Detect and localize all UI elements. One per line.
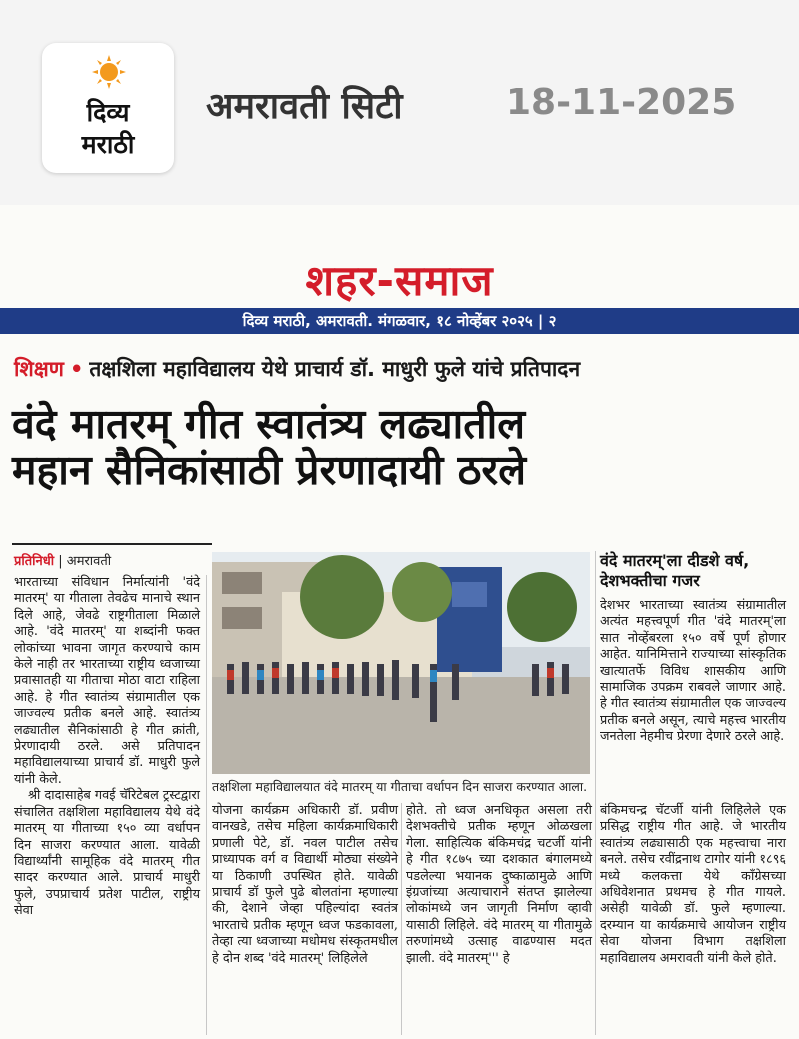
event-photo bbox=[212, 552, 590, 774]
edition-date: 18-11-2025 bbox=[506, 82, 737, 123]
kicker-tag: शिक्षण bbox=[14, 357, 64, 381]
logo-text-line2: मराठी bbox=[81, 130, 135, 159]
edition-city: अमरावती सिटी bbox=[206, 86, 403, 127]
app-header bbox=[0, 0, 799, 205]
sidebar-heading: वंदे मातरम्'ला दीडशे वर्ष, देशभक्तीचा गजर bbox=[600, 551, 750, 590]
info-band: दिव्य मराठी, अमरावती. मंगळवार, १८ नोव्हेंबर २०२५ | २ bbox=[0, 308, 799, 334]
kicker-bullet: • bbox=[69, 357, 84, 381]
article-kicker bbox=[14, 355, 580, 383]
column1-paragraph1: भारताच्या संविधान निर्मात्यांनी 'वंदे मातरम्' या गीताला तेवढेच मानाचे स्थान दिले आहे, जेवढे राष्ट्रगीताला मिळाले आहे. 'वंदे मातरम्' या शब्दांनी फक्त लोकांच्या भावना जागृत करण्याचे काम केले नाही तर भारताच्या राष्ट्रीय ध्वजाच्या प्रवासातही या गीताचा मोठा वाटा राहिला आहे. हे गीत स्वातंत्र्य संग्रामातील एक जाज्वल्य प्रतीक बनले आहे. स्वातंत्र्य लढ्यातील सैनिकांसाठी हे गीत क्रांती, प्रेरणादायी ठरले. असे प्रतिपादन महाविद्यालयाच्या प्राचार्य डॉ. माधुरी फुले यांनी केले. bbox=[14, 575, 200, 787]
article-headline bbox=[12, 401, 792, 493]
photo-caption: तक्षशिला महाविद्यालयात वंदे मातरम् या गीताचा वर्धापन दिन साजरा करण्यात आला. bbox=[212, 779, 588, 794]
headline-line2: महान सैनिकांसाठी प्रेरणादायी ठरले bbox=[12, 446, 526, 494]
column1-paragraph2: श्री दादासाहेब गवई चॅरिटेबल ट्रस्टद्वारा संचालित तक्षशिला महाविद्यालय येथे वंदे मातरम् या गीताच्या १५० व्या वर्धापन दिन साजरा करण्यात आला. यावेळी विद्यार्थ्यांनी सामूहिक वंदे मातरम् गीत सादर करण्यात आले. प्राचार्य माधुरी फुले, उपप्राचार्य प्रतेश पाटील, राष्ट्रीय सेवा bbox=[14, 788, 200, 919]
byline bbox=[14, 551, 111, 569]
byline-reporter: प्रतिनिधी bbox=[14, 554, 55, 569]
sun-icon bbox=[92, 55, 126, 89]
kicker-text: तक्षशिला महाविद्यालय येथे प्राचार्य डॉ. माधुरी फुले यांचे प्रतिपादन bbox=[89, 357, 581, 381]
article-column-1 bbox=[14, 575, 200, 920]
article-column-3: होते. तो ध्वज अनधिकृत असला तरी देशभक्तीचे प्रतीक म्हणून ओळखला गेला. साहित्यिक बंकिमचंद्र चटर्जी यांनी हे गीत १८७५ च्या दशकात बंगालमध्ये पडलेल्या भयानक दुष्काळामुळे आणि इंग्रजांच्या अत्याचाराने संतप्त झालेल्या लोकांमध्ये जन जागृती निर्माण व्हावी यासाठी लिहिले. वंदे मातरम् या गीतामुळे तरुणांमध्ये उत्साह वाढण्यास मदत झाली. वंदे मातरम्''' हे bbox=[406, 803, 592, 966]
headline-line1: वंदे मातरम् गीत स्वातंत्र्य लढ्यातील bbox=[12, 400, 526, 448]
sidebar-body: देशभर भारताच्या स्वातंत्र्य संग्रामातील अत्यंत महत्त्वपूर्ण गीत 'वंदे मातरम्'ला सात नोव्हेंबरला १५० वर्षे पूर्ण होणार आहेत. यानिमित्ताने राज्याच्या सांस्कृतिक खात्यातर्फे विविध शासकीय आणि सामाजिक उपक्रम राबवले जाणार आहे. हे गीत स्वातंत्र्य संग्रामातील एक जाज्वल्य प्रतीक बनले असून, त्याचे महत्त्व भारतीय जनतेला नेहमीच प्रेरणा देणारे ठरले आहे. bbox=[600, 598, 786, 745]
column-divider-2 bbox=[401, 803, 402, 1035]
byline-place: | अमरावती bbox=[54, 554, 112, 569]
column-divider-1 bbox=[206, 575, 207, 1035]
column-divider-3 bbox=[595, 551, 596, 1035]
newspaper-page bbox=[0, 205, 799, 1039]
divya-marathi-logo[interactable] bbox=[42, 43, 174, 173]
article-column-4: बंकिमचन्द्र चॅटर्जी यांनी लिहिलेले एक प्रसिद्ध राष्ट्रीय गीत आहे. जे भारतीय स्वातंत्र्य लढ्यासाठी एक महत्त्वाचा नारा बनले. तसेच रवींद्रनाथ टागोर यांनी १८९६ मध्ये कलकत्ता येथे काँग्रेसच्या अधिवेशनात प्रथमच हे गीत गायले. असेही यावेळी डॉ. फुले म्हणाल्या. दरम्यान या कार्यक्रमाचे आयोजन राष्ट्रीय सेवा योजना विभाग तक्षशिला महाविद्यालय अमरावती यांनी केले होते. bbox=[600, 803, 786, 966]
logo-text-line1: दिव्य bbox=[86, 98, 130, 127]
article-column-2: योजना कार्यक्रम अधिकारी डॉ. प्रवीण वानखडे, तसेच महिला कार्यक्रमाधिकारी प्रणाली पेटे, डॉ. नवल पाटील तसेच प्राध्यापक वर्ग व विद्यार्थी मोठ्या संख्येने या ठिकाणी उपस्थित होते. यावेळी प्राचार्य डॉ फुले पुढे बोलतांना म्हणाल्या की, देशाने जेव्हा पहिल्यांदा स्वतंत्र भारताचे प्रतीक म्हणून ध्वज फडकावला, तेव्हा त्या ध्वजाच्या मधोमध संस्कृतमधील हे दोन शब्द 'वंदे मातरम्' लिहिलेले bbox=[212, 803, 398, 966]
section-title: शहर-समाज bbox=[305, 256, 494, 305]
headline-divider bbox=[12, 543, 212, 545]
